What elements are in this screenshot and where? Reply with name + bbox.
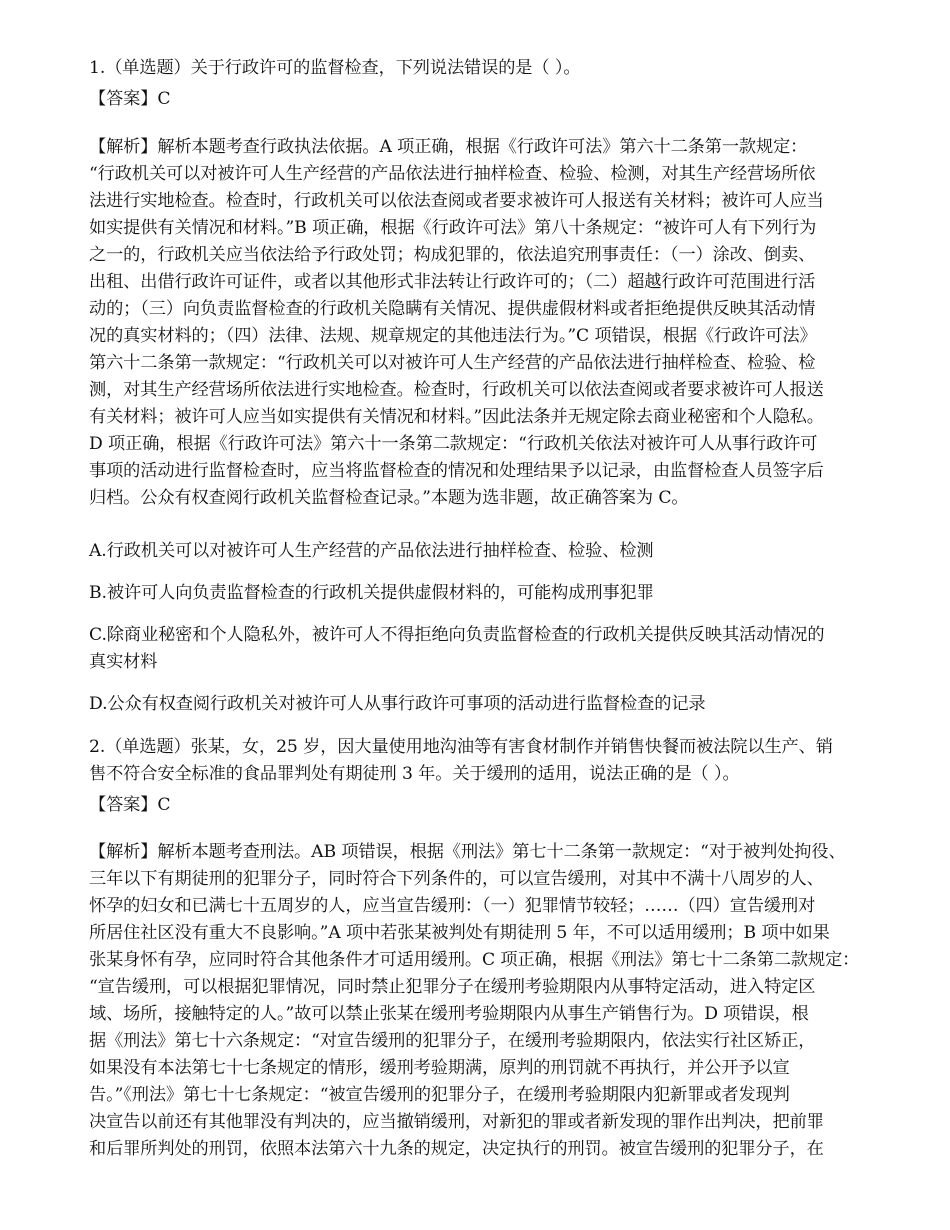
question-1-analysis-line: 有关材料；被许可人应当如实提供有关情况和材料。”因此法条并无规定除去商业秘密和个人隐私。 bbox=[89, 407, 824, 427]
question-1-analysis-line: 之一的，行政机关应当依法给予行政处罚；构成犯罪的，依法追究刑事责任：（一）涂改、倒卖、 bbox=[89, 245, 816, 265]
question-2-analysis-line: 张某身怀有孕，应同时符合其他条件才可适用缓刑。C 项正确，根据《刑法》第七十二条第二款规定： bbox=[89, 950, 860, 970]
question-2-analysis-line: 域、场所，接触特定的人。”故可以禁止张某在缓刑考验期限内从事生产销售行为。D 项错误，根 bbox=[89, 1004, 809, 1024]
question-2-answer: 【答案】C bbox=[89, 795, 171, 815]
question-2-analysis-line: 据《刑法》第七十六条规定：“对宣告缓刑的犯罪分子，在缓刑考验期限内，依法实行社区矫正， bbox=[89, 1031, 816, 1051]
question-1-analysis-line: 【解析】解析本题考查行政执法依据。A 项正确，根据《行政许可法》第六十二条第一款规定： bbox=[89, 137, 808, 157]
question-1-answer: 【答案】C bbox=[89, 89, 171, 109]
question-1-analysis-line: 况的真实材料的；（四）法律、法规、规章规定的其他违法行为。”C 项错误，根据《行政许可法》 bbox=[89, 326, 817, 346]
question-1-stem: 1.（单选题）关于行政许可的监督检查，下列说法错误的是（ ）。 bbox=[89, 58, 581, 78]
question-1-option-b: B.被许可人向负责监督检查的行政机关提供虚假材料的，可能构成刑事犯罪 bbox=[89, 583, 654, 603]
question-2-stem: 2.（单选题）张某，女，25 岁，因大量使用地沟油等有害食材制作并销售快餐而被法院以生产、销 bbox=[89, 737, 833, 757]
question-1-analysis-line: 法进行实地检查。检查时，行政机关可以依法查阅或者要求被许可人报送有关材料；被许可人应当 bbox=[89, 191, 824, 211]
question-1-analysis-line: 归档。公众有权查阅行政机关监督检查记录。”本题为选非题，故正确答案为 C。 bbox=[89, 488, 689, 508]
question-1-analysis-line: D 项正确，根据《行政许可法》第六十一条第二款规定：“行政机关依法对被许可人从事行政许可 bbox=[89, 434, 818, 454]
question-1-analysis-line: “行政机关可以对被许可人生产经营的产品依法进行抽样检查、检验、检测，对其生产经营场所依 bbox=[89, 164, 816, 184]
question-1-analysis-line: 出租、出借行政许可证件，或者以其他形式非法转让行政许可的；（二）超越行政许可范围进行活 bbox=[89, 272, 816, 292]
question-1-option-d: D.公众有权查阅行政机关对被许可人从事行政许可事项的活动进行监督检查的记录 bbox=[89, 694, 706, 714]
question-1-analysis-line: 动的；（三）向负责监督检查的行政机关隐瞒有关情况、提供虚假材料或者拒绝提供反映其活动情 bbox=[89, 299, 816, 319]
question-1-option-a: A.行政机关可以对被许可人生产经营的产品依法进行抽样检查、检验、检测 bbox=[89, 541, 654, 561]
question-2-analysis-line: 三年以下有期徒刑的犯罪分子，同时符合下列条件的，可以宣告缓刑，对其中不满十八周岁的人、 bbox=[89, 869, 824, 889]
question-1-analysis-line: 测，对其生产经营场所依法进行实地检查。检查时，行政机关可以依法查阅或者要求被许可人报送 bbox=[89, 380, 824, 400]
question-1-option-c: C.除商业秘密和个人隐私外，被许可人不得拒绝向负责监督检查的行政机关提供反映其活动情况的 bbox=[89, 625, 825, 645]
question-2-analysis-line: 【解析】解析本题考查刑法。AB 项错误，根据《刑法》第七十二条第一款规定：“对于被判处拘役、 bbox=[89, 842, 846, 862]
question-1-option-c-continued: 真实材料 bbox=[89, 652, 158, 672]
question-1-analysis-line: 第六十二条第一款规定：“行政机关可以对被许可人生产经营的产品依法进行抽样检查、检验、检 bbox=[89, 353, 816, 373]
question-2-analysis-line: 和后罪所判处的刑罚，依照本法第六十九条的规定，决定执行的刑罚。被宣告缓刑的犯罪分子，在 bbox=[89, 1139, 824, 1159]
question-2-analysis-line: 怀孕的妇女和已满七十五周岁的人，应当宣告缓刑：（一）犯罪情节较轻；……（四）宣告缓刑对 bbox=[89, 896, 816, 916]
question-2-analysis-line: 告。”《刑法》第七十七条规定：“被宣告缓刑的犯罪分子，在缓刑考验期限内犯新罪或者发现判 bbox=[89, 1085, 790, 1105]
question-1-analysis-line: 如实提供有关情况和材料。”B 项正确，根据《行政许可法》第八十条规定：“被许可人有下列行为 bbox=[89, 218, 817, 238]
question-2-analysis-line: 如果没有本法第七十七条规定的情形，缓刑考验期满，原判的刑罚就不再执行，并公开予以宣 bbox=[89, 1058, 790, 1078]
question-2-analysis-line: “宣告缓刑，可以根据犯罪情况，同时禁止犯罪分子在缓刑考验期限内从事特定活动，进入特定区 bbox=[89, 977, 816, 997]
question-2-analysis-line: 决宣告以前还有其他罪没有判决的，应当撤销缓刑，对新犯的罪或者新发现的罪作出判决，把前罪 bbox=[89, 1112, 824, 1132]
question-2-analysis-line: 所居住社区没有重大不良影响。”A 项中若张某被判处有期徒刑 5 年，不可以适用缓刑；B 项中如果 bbox=[89, 923, 830, 943]
question-2-stem-continued: 售不符合安全标准的食品罪判处有期徒刑 3 年。关于缓刑的适用，说法正确的是（ ）。 bbox=[89, 764, 740, 784]
question-1-analysis-line: 事项的活动进行监督检查时，应当将监督检查的情况和处理结果予以记录，由监督检查人员签字后 bbox=[89, 461, 824, 481]
